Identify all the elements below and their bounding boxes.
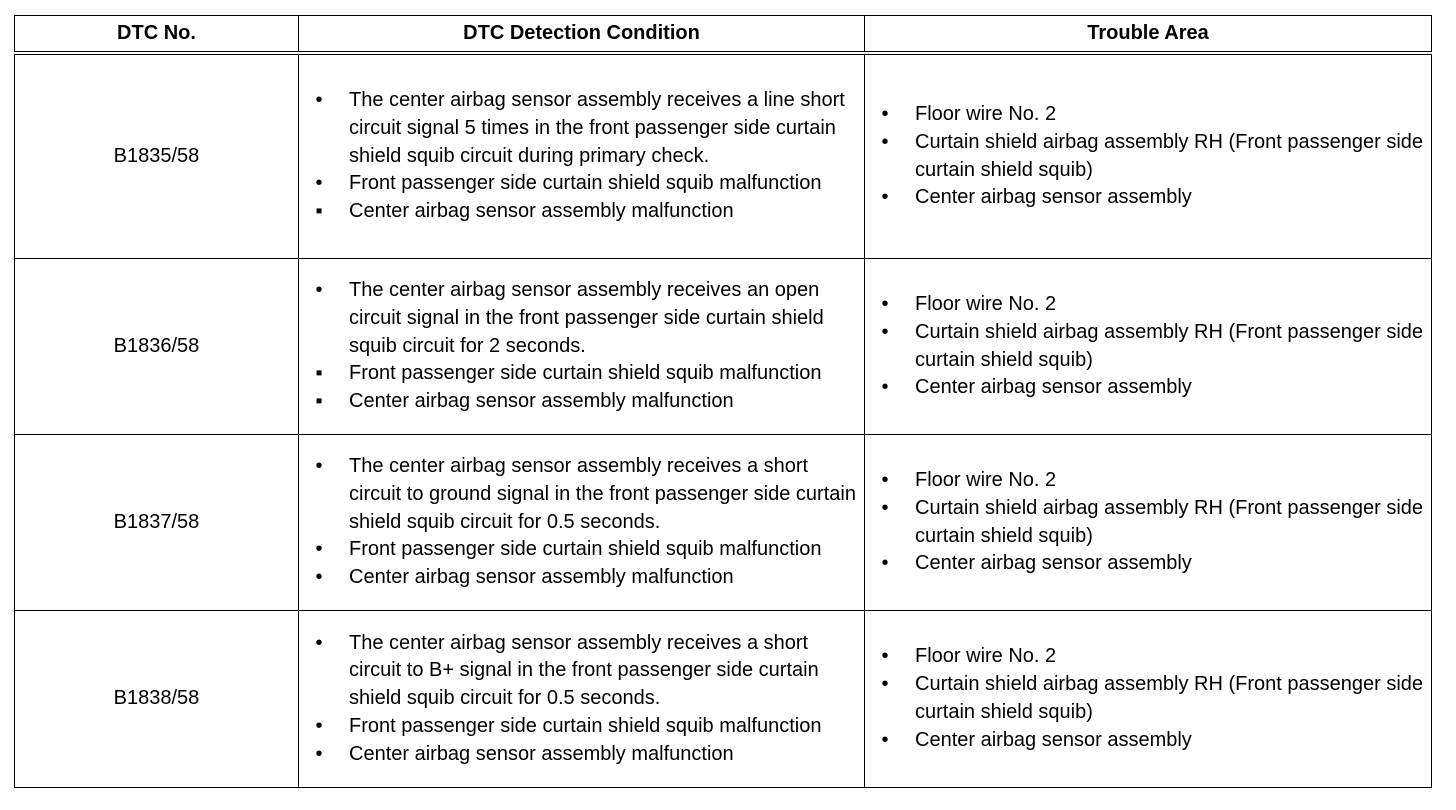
bullet-icon: • [881, 130, 889, 153]
list-item [299, 87, 864, 170]
area-text: Curtain shield airbag assembly RH (Front passenger side curtain shield squib) [915, 673, 1424, 723]
condition-text: Front passenger side curtain shield squib malfunction [349, 362, 822, 385]
area-text: Center airbag sensor assembly [915, 376, 1192, 399]
list-item [865, 129, 1431, 185]
list-item [299, 277, 864, 360]
bullet-icon: • [315, 566, 323, 589]
area-text: Center airbag sensor assembly [915, 728, 1192, 751]
dtc-code: B1837/58 [15, 435, 299, 611]
condition-text: Center airbag sensor assembly malfunction [349, 390, 734, 413]
list-item [299, 713, 864, 741]
table-row [15, 435, 1432, 611]
list-item [299, 536, 864, 564]
list-item [865, 550, 1431, 578]
condition-text: Front passenger side curtain shield squib malfunction [349, 172, 822, 195]
bullet-icon: • [881, 552, 889, 575]
trouble-area-cell [865, 53, 1432, 259]
bullet-icon: • [315, 172, 323, 195]
list-item [865, 319, 1431, 375]
condition-text: Center airbag sensor assembly malfunction [349, 742, 734, 765]
list-item [299, 453, 864, 536]
area-text: Center airbag sensor assembly [915, 186, 1192, 209]
table-row [15, 259, 1432, 435]
list-item [299, 388, 864, 416]
list-item [865, 291, 1431, 319]
bullet-icon: ▪ [315, 362, 323, 385]
bullet-icon: • [315, 714, 323, 737]
bullet-icon: • [881, 728, 889, 751]
condition-text: The center airbag sensor assembly receives a line short circuit signal 5 times in the front passenger side curtain shield squib circuit during primary check. [349, 89, 845, 167]
list-item [299, 741, 864, 769]
area-text: Curtain shield airbag assembly RH (Front passenger side curtain shield squib) [915, 130, 1424, 181]
dtc-table [14, 15, 1432, 788]
trouble-area-cell [865, 611, 1432, 788]
area-text: Curtain shield airbag assembly RH (Front passenger side curtain shield squib) [915, 320, 1424, 371]
list-item [865, 727, 1431, 755]
area-text: Floor wire No. 2 [915, 292, 1057, 315]
table-row [15, 53, 1432, 259]
bullet-icon: • [315, 538, 323, 561]
list-item [865, 374, 1431, 402]
table-row [15, 611, 1432, 788]
list-item [865, 101, 1431, 129]
area-text: Floor wire No. 2 [915, 102, 1057, 125]
condition-text: The center airbag sensor assembly receives a short circuit to ground signal in the front passenger side curtain shield squib circuit for 0.5 seconds. [349, 455, 856, 533]
bullet-icon: • [881, 673, 889, 696]
condition-text: Center airbag sensor assembly malfunction [349, 200, 734, 223]
list-item [865, 643, 1431, 671]
bullet-icon: • [315, 742, 323, 765]
list-item [865, 671, 1431, 727]
bullet-icon: • [315, 455, 323, 477]
condition-text: The center airbag sensor assembly receives a short circuit to B+ signal in the front passenger side curtain shield squib circuit for 0.5 seconds. [349, 631, 819, 710]
detection-condition-cell [299, 259, 865, 435]
list-item [299, 564, 864, 592]
bullet-icon: • [881, 645, 889, 668]
bullet-icon: ▪ [315, 200, 323, 223]
detection-condition-cell [299, 611, 865, 788]
list-item [865, 495, 1431, 551]
condition-text: Front passenger side curtain shield squib malfunction [349, 538, 822, 561]
header-detection-condition: DTC Detection Condition [299, 16, 865, 54]
bullet-icon: • [315, 279, 323, 301]
trouble-area-cell [865, 259, 1432, 435]
bullet-icon: • [881, 186, 889, 209]
detection-condition-cell [299, 435, 865, 611]
detection-condition-cell [299, 53, 865, 259]
list-item [299, 170, 864, 198]
bullet-icon: • [881, 376, 889, 399]
area-text: Floor wire No. 2 [915, 645, 1057, 668]
header-row [15, 16, 1432, 54]
list-item [299, 198, 864, 226]
bullet-icon: • [881, 468, 889, 491]
bullet-icon: • [881, 102, 889, 125]
bullet-icon: ▪ [315, 390, 323, 413]
dtc-code: B1838/58 [15, 611, 299, 788]
area-text: Center airbag sensor assembly [915, 552, 1192, 575]
bullet-icon: • [881, 292, 889, 315]
area-text: Curtain shield airbag assembly RH (Front passenger side curtain shield squib) [915, 496, 1424, 547]
dtc-code: B1835/58 [15, 53, 299, 259]
trouble-area-cell [865, 435, 1432, 611]
header-dtc-no: DTC No. [15, 16, 299, 54]
bullet-icon: • [881, 496, 889, 519]
dtc-code: B1836/58 [15, 259, 299, 435]
header-trouble-area: Trouble Area [865, 16, 1432, 54]
bullet-icon: • [315, 631, 323, 654]
condition-text: Center airbag sensor assembly malfunction [349, 566, 734, 589]
bullet-icon: • [881, 320, 889, 343]
list-item [299, 360, 864, 388]
list-item [299, 630, 864, 713]
list-item [865, 184, 1431, 212]
condition-text: The center airbag sensor assembly receives an open circuit signal in the front passenger side curtain shield squib circuit for 2 seconds. [349, 279, 824, 357]
condition-text: Front passenger side curtain shield squib malfunction [349, 714, 822, 737]
list-item [865, 467, 1431, 495]
bullet-icon: • [315, 89, 323, 111]
area-text: Floor wire No. 2 [915, 468, 1057, 491]
